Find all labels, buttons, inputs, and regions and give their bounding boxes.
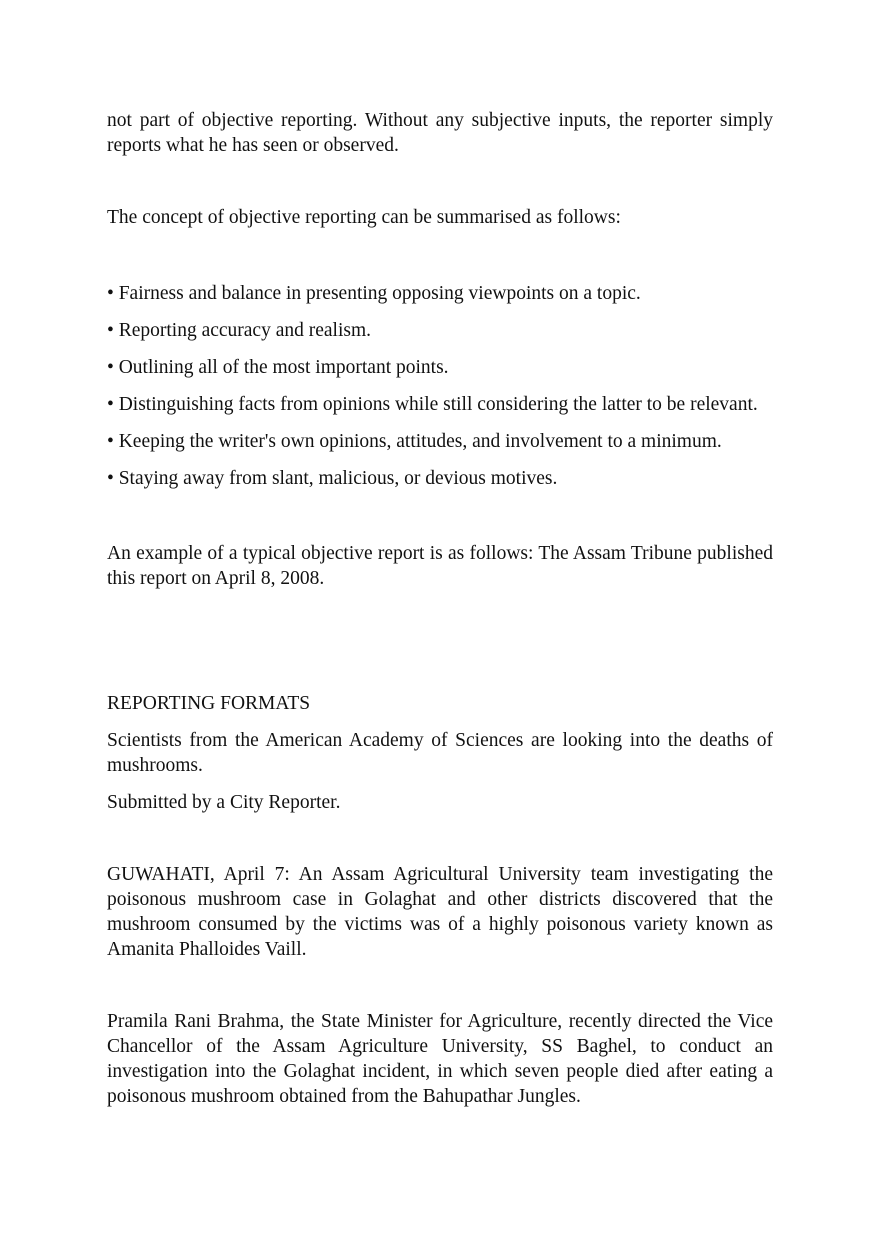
example-intro-paragraph: An example of a typical objective report is as follows: The Assam Tribune published this report on April 8, 2008. (107, 543, 773, 589)
report-body-paragraph: GUWAHATI, April 7: An Assam Agricultural University team investigating the poisonous mushroom case in Golaghat and other districts discovered that the mushroom consumed by the victims was of a highly poisonous variety known as Amanita Phalloides Vaill. (107, 864, 773, 960)
document-page (107, 108, 773, 1109)
bullet-item: • Outlining all of the most important points. (107, 357, 449, 378)
bullet-item: • Staying away from slant, malicious, or devious motives. (107, 468, 558, 489)
report-headline: Scientists from the American Academy of Sciences are looking into the deaths of mushrooms. (107, 730, 773, 776)
bullet-item: • Keeping the writer's own opinions, attitudes, and involvement to a minimum. (107, 431, 722, 452)
objective-reporting-bullet-list (107, 281, 773, 491)
bullet-item: • Fairness and balance in presenting opposing viewpoints on a topic. (107, 283, 641, 304)
bullet-item: • Reporting accuracy and realism. (107, 320, 372, 341)
report-body-paragraph: Pramila Rani Brahma, the State Minister for Agriculture, recently directed the Vice Chancellor of the Assam Agriculture University, SS Baghel, to conduct an investigation into the Golaghat incident, in which seven people died after eating a poisonous mushroom obtained from the Bahupathar Jungles. (107, 1011, 773, 1107)
intro-continuation-paragraph: not part of objective reporting. Without any subjective inputs, the reporter simply reports what he has seen or observed. (107, 110, 773, 156)
report-byline: Submitted by a City Reporter. (107, 792, 341, 813)
bullet-item: • Distinguishing facts from opinions while still considering the latter to be relevant. (107, 394, 758, 415)
section-heading: REPORTING FORMATS (107, 693, 311, 714)
concept-lead-paragraph: The concept of objective reporting can be summarised as follows: (107, 207, 621, 228)
